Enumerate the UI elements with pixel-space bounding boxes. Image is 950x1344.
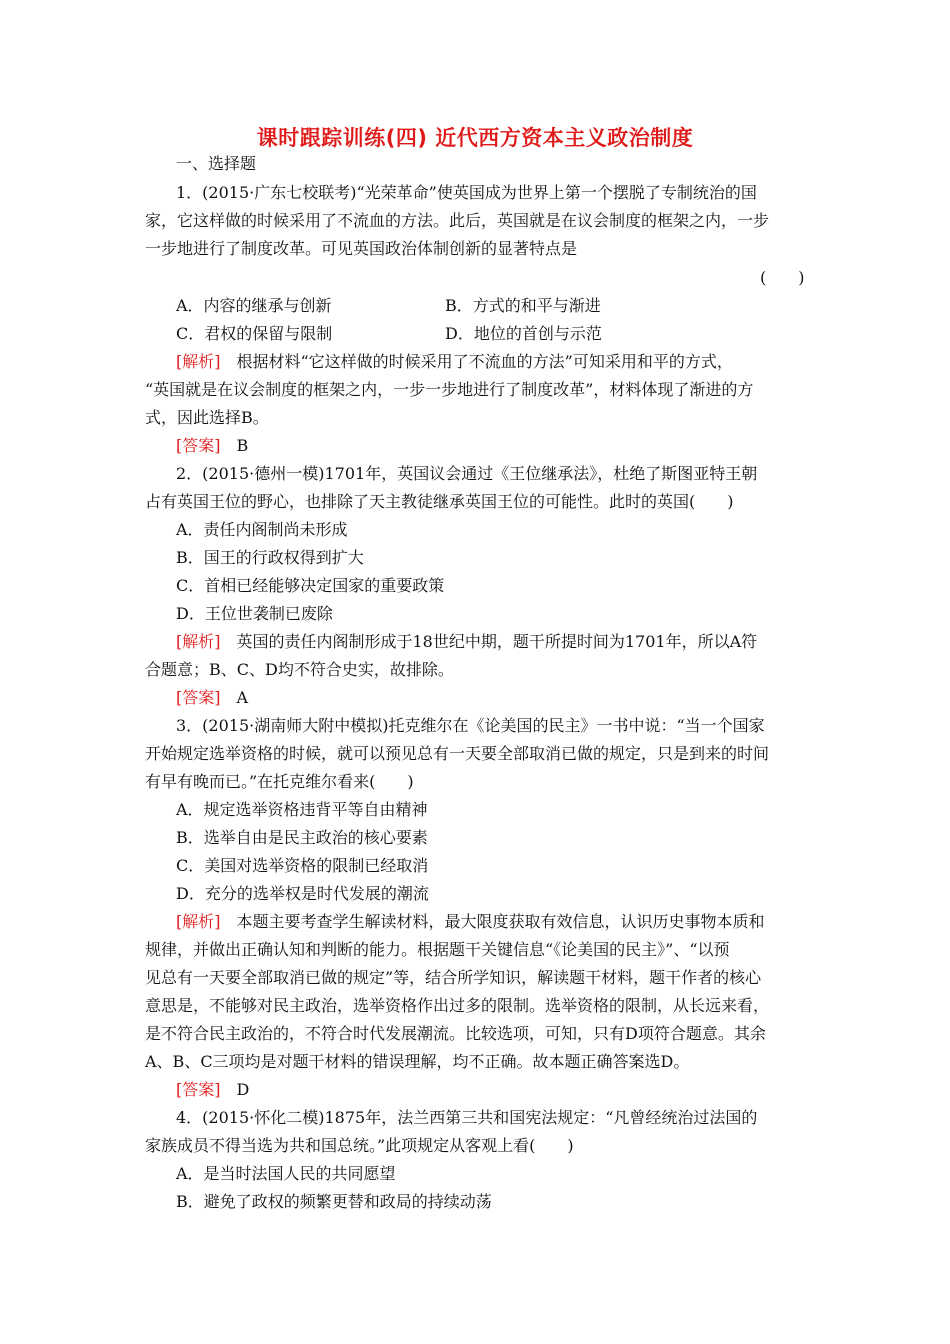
q4-stem-line-1: 4．(2015·怀化二模)1875年，法兰西第三共和国宪法规定：“凡曾经统治过法国的 [176,1108,758,1127]
q3-analysis-line-2: 规律，并做出正确认知和判断的能力。根据题干关键信息“《论美国的民主》”、“以预 [145,940,730,959]
q1-option-c: C．君权的保留与限制 [176,324,333,343]
q1-answer-paren: ( ) [760,268,805,287]
q2-answer [176,688,248,708]
q1-option-a: A．内容的继承与创新 [176,296,332,315]
q2-stem-line-2: 占有英国王位的野心，也排除了天主教徒继承英国王位的可能性。此时的英国( ) [145,492,734,511]
q2-option-c: C．首相已经能够决定国家的重要政策 [176,576,445,595]
q4-option-a: A．是当时法国人民的共同愿望 [176,1164,396,1183]
q3-option-c: C．美国对选举资格的限制已经取消 [176,856,429,875]
q1-stem-line-1: 1．(2015·广东七校联考)“光荣革命”使英国成为世界上第一个摆脱了专制统治的国 [176,183,757,202]
analysis-tag: [解析] [176,352,221,371]
analysis-text: 英国的责任内阁制形成于18世纪中期，题干所提时间为1701年，所以A符 [220,632,758,651]
q2-option-d: D．王位世袭制已废除 [176,604,333,623]
q3-stem-line-1: 3．(2015·湖南师大附中模拟)托克维尔在《论美国的民主》一书中说：“当一个国家 [176,716,765,735]
q3-analysis-line-3: 见总有一天要全部取消已做的规定”等，结合所学知识，解读题干材料，题干作者的核心 [145,968,762,987]
section-heading: 一、选择题 [176,154,257,173]
q1-answer [176,436,248,456]
q1-option-b: B．方式的和平与渐进 [445,296,601,315]
answer-tag: [答案] [176,1080,221,1099]
q3-analysis-line-4: 意思是，不能够对民主政治，选举资格作出过多的限制。选举资格的限制，从长远来看， [145,996,770,1015]
analysis-tag: [解析] [176,632,221,651]
q2-option-a: A．责任内阁制尚未形成 [176,520,348,539]
q1-stem-line-2: 家，它这样做的时候采用了不流血的方法。此后，英国就是在议会制度的框架之内，一步 [145,211,770,230]
q2-analysis-line-2: 合题意；B、C、D均不符合史实，故排除。 [145,660,454,679]
analysis-tag: [解析] [176,912,221,931]
q1-stem-line-3: 一步地进行了制度改革。可见英国政治体制创新的显著特点是 [145,239,578,258]
q2-analysis-line-1 [176,632,757,652]
q3-option-d: D．充分的选举权是时代发展的潮流 [176,884,429,903]
q3-option-a: A．规定选举资格违背平等自由精神 [176,800,428,819]
q1-analysis-line-2: “英国就是在议会制度的框架之内，一步一步地进行了制度改革”，材料体现了渐进的方 [145,380,754,399]
answer-tag: [答案] [176,436,221,455]
q4-option-b: B．避免了政权的频繁更替和政局的持续动荡 [176,1192,492,1211]
q3-stem-line-3: 有早有晚而已。”在托克维尔看来( ) [145,772,414,791]
q3-stem-line-2: 开始规定选举资格的时候，就可以预见总有一天要全部取消已做的规定，只是到来的时间 [145,744,770,763]
q4-stem-line-2: 家族成员不得当选为共和国总统。”此项规定从客观上看( ) [145,1136,574,1155]
q3-analysis-line-6: A、B、C三项均是对题干材料的错误理解，均不正确。故本题正确答案选D。 [145,1052,690,1071]
answer-value: A [220,688,249,707]
q3-option-b: B．选举自由是民主政治的核心要素 [176,828,428,847]
answer-tag: [答案] [176,688,221,707]
analysis-text: 本题主要考查学生解读材料，最大限度获取有效信息，认识历史事物本质和 [220,912,765,931]
q1-option-d: D．地位的首创与示范 [445,324,602,343]
q3-answer [176,1080,249,1100]
answer-value: B [220,436,249,455]
page-title: 课时跟踪训练(四) 近代西方资本主义政治制度 [256,126,694,150]
analysis-text: 根据材料“它这样做的时候采用了不流血的方法”可知采用和平的方式， [220,352,733,371]
answer-value: D [220,1080,250,1099]
q3-analysis-line-1 [176,912,765,932]
q2-option-b: B．国王的行政权得到扩大 [176,548,364,567]
q1-analysis-line-3: 式，因此选择B。 [145,408,269,427]
q2-stem-line-1: 2．(2015·德州一模)1701年，英国议会通过《王位继承法》，杜绝了斯图亚特王朝 [176,464,758,483]
q1-analysis-line-1 [176,352,733,372]
q3-analysis-line-5: 是不符合民主政治的，不符合时代发展潮流。比较选项，可知，只有D项符合题意。其余 [145,1024,766,1043]
